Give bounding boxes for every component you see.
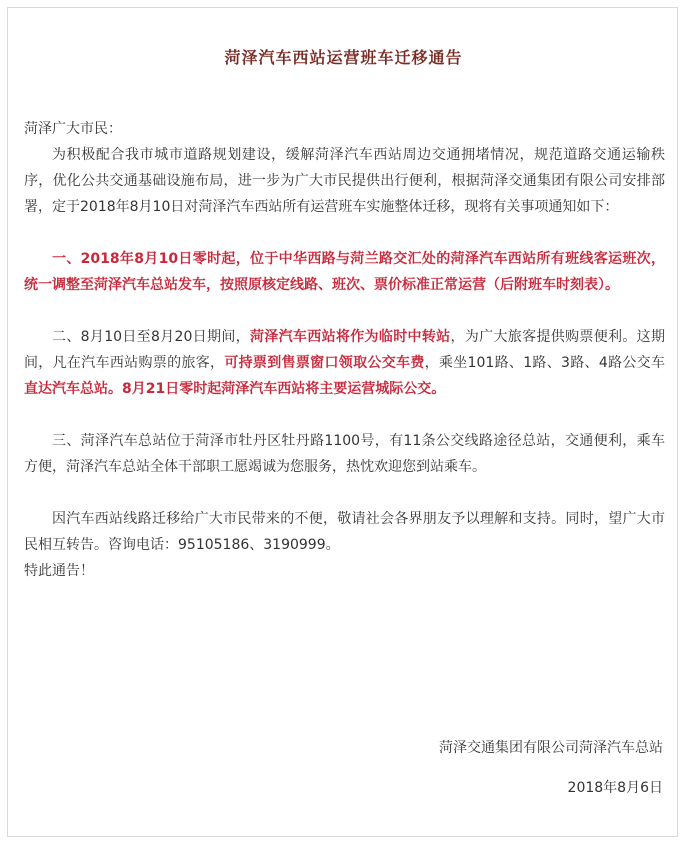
- item-two-highlight-b: 可持票到售票窗口领取公交车费: [224, 355, 425, 371]
- item-one-paragraph: 一、2018年8月10日零时起，位于中华西路与菏兰路交汇处的菏泽汽车西站所有班线客运班次，统一调整至菏泽汽车总站发车，按照原核定线路、班次、票价标准正常运营（后附班车时刻表）。: [24, 251, 665, 293]
- item-two-text-c: ，乘坐101路、1路、3路、4路公交车: [424, 355, 665, 371]
- item-two-highlight-a: 菏泽汽车西站将作为临时中转站: [249, 329, 451, 345]
- signer-name: 菏泽交通集团有限公司菏泽汽车总站: [439, 740, 663, 756]
- intro-paragraph: 为积极配合我市城市道路规划建设，缓解菏泽汽车西站周边交通拥堵情况，规范道路交通运输秩序，优化公共交通基础设施布局，进一步为广大市民提供出行便利，根据菏泽交通集团有限公司安排部署，定于2018年8月10日对菏泽汽车西站所有运营班车实施整体迁移，现将有关事项通知如下：: [24, 147, 665, 215]
- notice-date: 2018年8月6日: [567, 780, 663, 796]
- item-two-paragraph: [24, 324, 665, 402]
- paragraph-gap: [24, 220, 665, 246]
- notice-body: [24, 116, 665, 584]
- signature-block: [439, 735, 663, 801]
- item-two-highlight-c: 直达汽车总站。8月21日零时起菏泽汽车西站将主要运营城际公交。: [24, 381, 446, 397]
- paragraph-gap: [24, 402, 665, 428]
- paragraph-gap: [24, 480, 665, 506]
- salutation: 菏泽广大市民：: [24, 121, 122, 137]
- item-two-text-a: 二、8月10日至8月20日期间，: [52, 329, 250, 345]
- item-three-paragraph: 三、菏泽汽车总站位于菏泽市牡丹区牡丹路1100号，有11条公交线路途径总站，交通便利，乘车方便，菏泽汽车总站全体干部职工愿竭诚为您服务，热忱欢迎您到站乘车。: [24, 433, 665, 475]
- closing-paragraph: 因汽车西站线路迁移给广大市民带来的不便，敬请社会各界朋友予以理解和支持。同时，望广大市民相互转告。咨询电话：95105186、3190999。: [24, 511, 665, 553]
- closing-statement: 特此通告！: [24, 563, 94, 579]
- paragraph-gap: [24, 298, 665, 324]
- item-two-text-b: ，为广大旅客提供购票便利。这期间，凡在汽车西站购票的旅客，: [24, 329, 665, 371]
- page-title: 菏泽汽车西站运营班车迁移通告: [224, 48, 463, 67]
